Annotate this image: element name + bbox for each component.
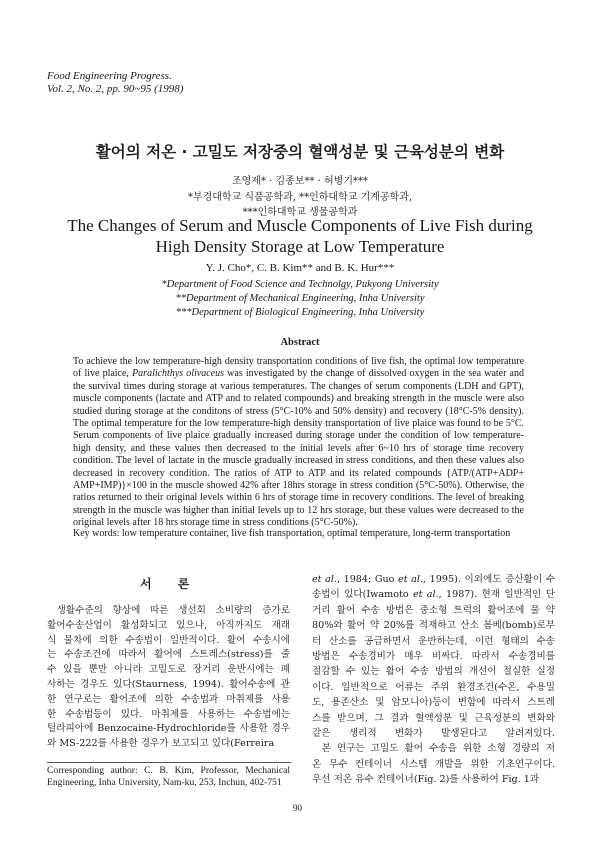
- footnote-divider: [47, 762, 291, 763]
- text-line: original levels after 18 hrs storage time in stress conditions (5°C-50%).: [73, 517, 358, 529]
- english-title-line-2: High Density Storage at Low Temperature: [155, 237, 445, 256]
- text-line: 스를 받으며, 그 결과 혈액성분 및 근육성분의 변화와: [312, 712, 555, 724]
- text-line: To achieve the low temperature-high density transportation conditions of live fish, the optimal low temperature: [73, 356, 525, 367]
- text-line: 식 물차에 의한 수송법이 일반적이다. 활어 수송시에: [47, 634, 290, 646]
- text-line: 도, 용존산소 및 암모니아)등이 변함에 따라서 스트레: [312, 697, 555, 709]
- english-title: [0, 215, 600, 257]
- text-line: 절감할 수 있는 활어 수송 방법의 개선이 절실한 실정: [312, 666, 555, 678]
- english-title-line-1: The Changes of Serum and Muscle Components of Live Fish during: [67, 216, 533, 235]
- text-line: 생활수준의 향상에 따른 생선회 소비량의 증가로: [47, 605, 290, 616]
- text-line: high density, and these values then decreased to the initial levels after 6~10 hrs of storage time recovery: [73, 442, 524, 454]
- department-3: ***Department of Biological Engineering, Inha University: [175, 307, 425, 318]
- text-line: 본 연구는 고밀도 활어 수송을 위한 소형 경량의 저: [312, 743, 555, 755]
- section-heading-introduction: 서 론: [140, 577, 190, 591]
- text-line: [73, 368, 525, 380]
- keywords: [73, 528, 533, 540]
- text-line: 는 수송조건에 따라서 활어에 스트레스(stress)를 줄: [47, 649, 290, 661]
- text-line: [312, 572, 556, 587]
- journal-header: [47, 70, 183, 96]
- page-number: 90: [293, 803, 302, 813]
- text-line: 한 연구로는 활어조에 의한 수송법과 마취제를 사용: [47, 693, 290, 705]
- text-line: AMP+IMP)}×100 in the muscle showed 42% after 18hrs storage in stress condition (5°C-50%). Otherwise, the: [73, 480, 524, 492]
- text-line: 우선 저온 유수 컨테이너(Fig. 2)를 사용하여 Fig. 1과: [312, 774, 540, 786]
- text-segment: , 1984; Guo: [336, 574, 399, 585]
- english-authors: Y. J. Cho*, C. B. Kim** and B. K. Hur***: [205, 262, 395, 274]
- italic-text: Paralichthys olivaceus: [132, 368, 225, 380]
- text-line: 거리 활어 수송 방법은 중소형 트럭의 활어조에 물 약: [312, 604, 555, 616]
- italic-text: et al.: [312, 574, 337, 585]
- korean-affiliation-2: ***인하대학교 생물공학과: [242, 207, 358, 218]
- text-line: 80%와 활어 약 20%를 적재하고 산소 봄베(bomb)로부: [312, 620, 555, 632]
- text-line: condition. The level of lactate in the muscle gradually increased in stress conditions, and then these values also: [73, 455, 524, 467]
- text-line: strength in the muscle was higher than initial levels up to 12 hrs storage, but these values were decreased to the: [73, 504, 524, 516]
- footnote-line-1: Corresponding author: C. B. Kim, Professor, Mechanical: [47, 765, 290, 776]
- korean-title: 활어의 저온 · 고밀도 저장중의 혈액성분 및 근육성분의 변화: [95, 143, 505, 161]
- text-line: 한 수송법등이 있다. 마취제를 사용하는 수송법에는: [47, 708, 290, 720]
- abstract-body: [73, 356, 525, 530]
- text-segment: 송법이 있다(Iwamoto: [312, 589, 413, 601]
- italic-text: et al.: [398, 574, 424, 585]
- text-line: 와 MS-222를 사용한 경우가 보고되고 있다(Ferreira: [47, 738, 275, 750]
- footnote: [47, 765, 291, 788]
- journal-citation: Vol. 2, No. 2, pp. 90~95 (1998): [47, 83, 184, 95]
- text-segment: , 1995). 이외에도 증산활이 수: [423, 574, 556, 585]
- text-line: muscle components (lactate and ATP and to related compounds) and breaking strength in the muscle were also: [73, 393, 524, 405]
- text-line: 틸라피아에 Benzocaine-Hydrochloride를 사용한 경우: [47, 723, 290, 735]
- journal-name: Food Engineering Progress.: [47, 70, 172, 82]
- text-segment: of live plaice,: [73, 368, 133, 380]
- footnote-line-2: Engineering, Inha University, Nam-ku, 253, Inchun, 402-751: [47, 776, 282, 788]
- text-line: ratios returned to their original levels within 6 hrs of storage time in recovery conditions. The level of breaking: [73, 492, 525, 504]
- text-line: 같은 생리적 변화가 발생된다고 알려져있다.: [312, 728, 555, 740]
- text-line: 사하는 경우도 있다(Staurness, 1994). 활어수송에 관: [47, 678, 290, 690]
- text-segment: , 1987). 현재 일반적인 단: [438, 589, 555, 601]
- text-line: 터 산소를 공급하면서 운반하는데, 이런 형태의 수송: [312, 635, 555, 647]
- text-line: studied during storage at the conditons of stress (5°C-10% and 50% density) and recovery (18°C-5% density).: [73, 405, 524, 417]
- text-line: decreased in recovery condition. The ratios of ATP to ATP and its related compounds {ATP/(ATP+ADP+: [73, 467, 525, 479]
- keywords-text: Key words: low temperature container, live fish transportation, optimal temperature, long-term transportation: [73, 528, 511, 539]
- italic-text: et al.: [412, 589, 439, 601]
- text-line: 이다. 일반적으로 어류는 주위 환경조건(수온, 수용밀: [312, 681, 555, 693]
- text-line: 활어수송산업이 활성화되고 있으나, 아직까지도 재래: [47, 619, 290, 631]
- left-column-text: [47, 604, 291, 752]
- text-segment: was investigated by the change of dissolved oxygen in the sea water and: [224, 368, 524, 380]
- korean-authors: 조영제* · 김종보** · 허병기***: [231, 176, 368, 187]
- right-column-text: [312, 572, 556, 788]
- text-line: 온 무수 컨테이너 시스템 개발을 위한 기초연구이다.: [312, 758, 555, 770]
- text-line: 방법은 수송경비가 매우 비싸다. 따라서 수송경비를: [312, 651, 555, 663]
- korean-affiliation-1: *부경대학교 식품공학과, **인하대학교 기계공학과,: [187, 192, 413, 203]
- text-line: The optimal temperature for the low temperature-high density transportation of live plaice was found to be 5°C.: [73, 418, 524, 430]
- abstract-heading: Abstract: [280, 337, 320, 348]
- text-line: Serum components of live plaice gradually increased during storage under the condition of low temperature-: [73, 430, 524, 442]
- department-2: **Department of Mechanical Engineering, Inha University: [175, 293, 425, 304]
- text-line: [312, 587, 556, 602]
- text-line: 수 있을 뿐만 아니라 고밀도로 장거리 운반시에는 폐: [47, 664, 290, 676]
- department-1: *Department of Food Science and Technolgy, Pukyong University: [161, 279, 439, 290]
- text-line: the survival times during storage at various temperatures. The changes of serum components (LDH and GPT),: [73, 380, 524, 392]
